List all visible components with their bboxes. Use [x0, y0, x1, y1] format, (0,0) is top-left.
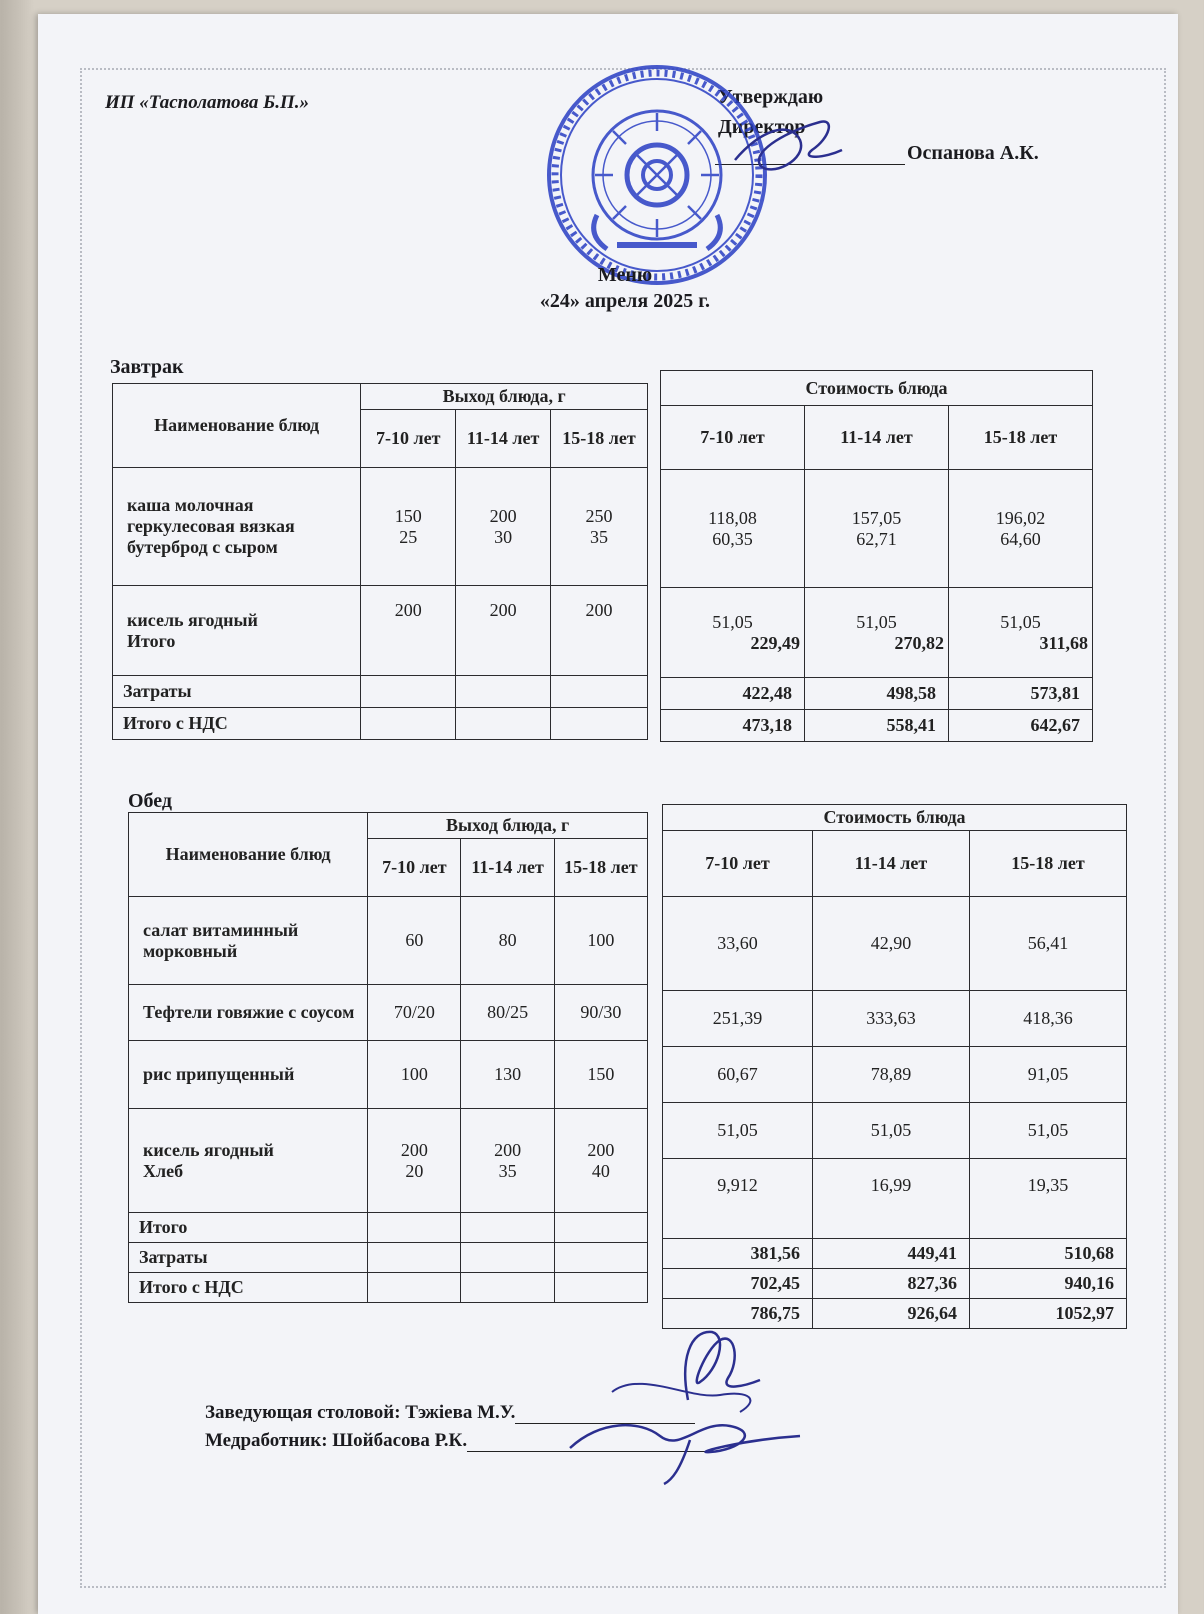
output-value: 80: [461, 897, 554, 985]
output-value: 200: [587, 1139, 615, 1160]
vat-value: 473,18: [661, 710, 805, 742]
header-age: 11-14 лет: [456, 410, 551, 468]
header-dish-name: Наименование блюд: [129, 813, 368, 897]
cost-value: 56,41: [970, 897, 1127, 991]
lunch-section-title: Обед: [128, 790, 173, 812]
output-value: 35: [590, 526, 609, 547]
output-value: 200: [551, 586, 648, 676]
output-value: 150: [554, 1041, 647, 1109]
cost-value: 333,63: [813, 991, 970, 1047]
output-value: 70/20: [368, 985, 461, 1041]
header-output: Выход блюда, г: [368, 813, 648, 839]
dish-name: рис припущенный: [129, 1041, 368, 1109]
director-signature-line: [715, 140, 1039, 165]
output-value: 100: [554, 897, 647, 985]
header-age: 11-14 лет: [813, 831, 970, 897]
cost-value: 51,05: [856, 611, 897, 632]
header-cost: Стоимость блюда: [663, 805, 1127, 831]
costs-value: 498,58: [805, 678, 949, 710]
medic-label: Медработник: Шойбасова Р.К.: [205, 1430, 468, 1451]
total-value: 311,68: [1039, 632, 1089, 653]
cost-value: 91,05: [970, 1047, 1127, 1103]
dish-name: каша молочная геркулесовая вязкая: [127, 495, 295, 536]
total-value: 270,82: [894, 632, 944, 653]
header-output: Выход блюда, г: [361, 384, 648, 410]
dish-name: кисель ягодный: [127, 609, 258, 630]
cost-value: 62,71: [856, 528, 897, 549]
director-title: Директор: [718, 116, 806, 138]
cost-value: 51,05: [663, 1103, 813, 1159]
cost-value: 60,35: [712, 528, 753, 549]
header-age: 7-10 лет: [661, 406, 805, 470]
header-age: 7-10 лет: [663, 831, 813, 897]
total-value: 229,49: [750, 632, 800, 653]
dish-name: Хлеб: [143, 1160, 184, 1181]
header-age: 15-18 лет: [949, 406, 1093, 470]
output-value: 20: [405, 1160, 424, 1181]
output-value: 80/25: [461, 985, 554, 1041]
total-vat-label: Итого с НДС: [129, 1273, 368, 1303]
dish-name: кисель ягодный: [143, 1139, 274, 1160]
total-label: Итого: [129, 1213, 368, 1243]
cost-value: 9,912: [663, 1159, 813, 1239]
total-value: 510,68: [970, 1239, 1127, 1269]
output-value: 25: [399, 526, 418, 547]
header-dish-name: Наименование блюд: [113, 384, 361, 468]
cost-value: 78,89: [813, 1047, 970, 1103]
output-value: 60: [368, 897, 461, 985]
cost-value: 33,60: [663, 897, 813, 991]
total-value: 449,41: [813, 1239, 970, 1269]
cost-value: 418,36: [970, 991, 1127, 1047]
cost-value: 64,60: [1000, 528, 1041, 549]
output-value: 100: [368, 1041, 461, 1109]
output-value: 130: [461, 1041, 554, 1109]
cost-value: 19,35: [970, 1159, 1127, 1239]
header-age: 15-18 лет: [554, 839, 647, 897]
dish-name: бутерброд с сыром: [127, 537, 278, 557]
costs-label: Затраты: [113, 676, 361, 708]
breakfast-output-table: [112, 383, 648, 740]
output-value: 200: [494, 1139, 522, 1160]
vat-value: 558,41: [805, 710, 949, 742]
medic-line: [205, 1430, 707, 1452]
header-age: 11-14 лет: [805, 406, 949, 470]
total-vat-label: Итого с НДС: [113, 708, 361, 740]
cost-value: 42,90: [813, 897, 970, 991]
output-value: 30: [494, 526, 513, 547]
costs-value: 573,81: [949, 678, 1093, 710]
output-value: 250: [585, 505, 613, 526]
output-value: 200: [400, 1139, 428, 1160]
output-value: 40: [591, 1160, 610, 1181]
company-name: ИП «Тасполатова Б.П.»: [105, 92, 309, 113]
breakfast-section-title: Завтрак: [110, 356, 184, 378]
menu-title: Меню: [597, 264, 653, 286]
dish-name: салат витаминный морковный: [129, 897, 368, 985]
output-value: 150: [394, 505, 422, 526]
vat-value: 1052,97: [970, 1299, 1127, 1329]
costs-value: 422,48: [661, 678, 805, 710]
header-age: 7-10 лет: [368, 839, 461, 897]
total-value: 381,56: [663, 1239, 813, 1269]
director-name: Оспанова А.К.: [907, 142, 1039, 164]
costs-value: 702,45: [663, 1269, 813, 1299]
canteen-head-label: Заведующая столовой: Тэжіева М.У.: [205, 1402, 516, 1423]
cost-value: 16,99: [813, 1159, 970, 1239]
header-age: 15-18 лет: [970, 831, 1127, 897]
header-age: 7-10 лет: [361, 410, 456, 468]
output-value: 200: [456, 586, 551, 676]
approve-label: Утверждаю: [718, 86, 824, 108]
header-cost: Стоимость блюда: [661, 371, 1093, 406]
lunch-cost-table: [662, 804, 1127, 1329]
lunch-output-table: [128, 812, 648, 1303]
output-value: 200: [489, 505, 517, 526]
header-age: 15-18 лет: [551, 410, 648, 468]
cost-value: 196,02: [995, 507, 1046, 528]
cost-value: 51,05: [813, 1103, 970, 1159]
costs-value: 827,36: [813, 1269, 970, 1299]
vat-value: 786,75: [663, 1299, 813, 1329]
approve-block: [718, 82, 823, 142]
vat-value: 926,64: [813, 1299, 970, 1329]
header-age: 11-14 лет: [461, 839, 554, 897]
vat-value: 642,67: [949, 710, 1093, 742]
cost-value: 51,05: [970, 1103, 1127, 1159]
cost-value: 51,05: [712, 611, 753, 632]
total-label: Итого: [127, 630, 176, 651]
cost-value: 60,67: [663, 1047, 813, 1103]
cost-value: 51,05: [1000, 611, 1041, 632]
output-value: 200: [361, 586, 456, 676]
canteen-head-line: [205, 1402, 695, 1424]
cost-value: 118,08: [708, 507, 757, 528]
cost-value: 157,05: [851, 507, 902, 528]
output-value: 90/30: [554, 985, 647, 1041]
dish-name: Тефтели говяжие с соусом: [129, 985, 368, 1041]
output-value: 35: [498, 1160, 517, 1181]
cost-value: 251,39: [663, 991, 813, 1047]
menu-date: «24» апреля 2025 г.: [539, 290, 711, 312]
costs-label: Затраты: [129, 1243, 368, 1273]
breakfast-cost-table: [660, 370, 1093, 742]
costs-value: 940,16: [970, 1269, 1127, 1299]
